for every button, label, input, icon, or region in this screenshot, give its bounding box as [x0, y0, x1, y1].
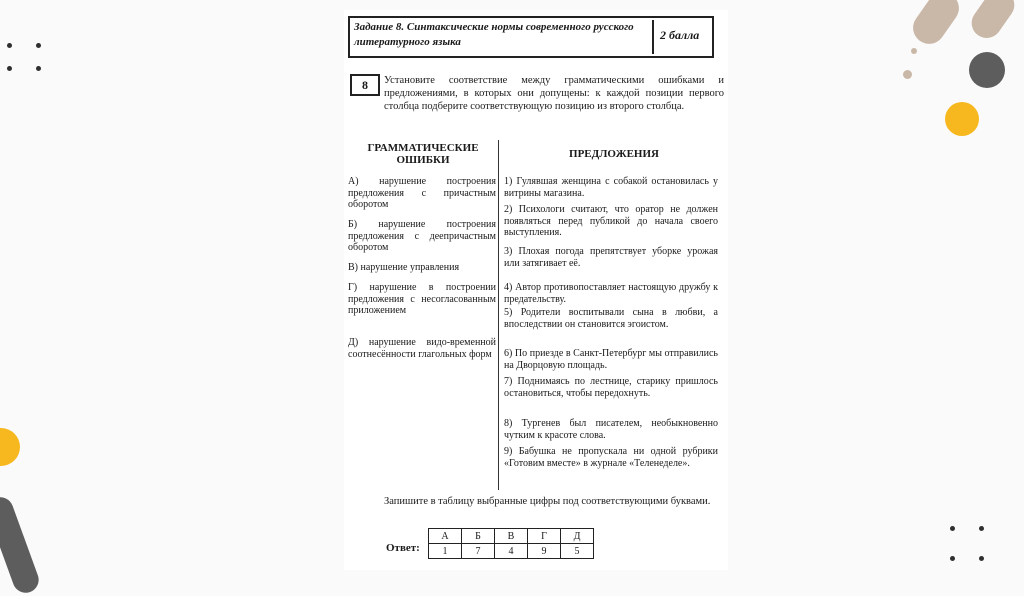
- decor-shape-tan: [966, 0, 1020, 44]
- task-points: 2 балла: [660, 28, 700, 42]
- decor-dot: [979, 556, 984, 561]
- answer-letter: Г: [528, 529, 561, 544]
- decor-shape-grey: [0, 494, 42, 596]
- decor-dot: [950, 556, 955, 561]
- answer-digit: 9: [528, 544, 561, 559]
- answer-digit: 7: [462, 544, 495, 559]
- answer-letter: Д: [561, 529, 594, 544]
- answer-letter: В: [495, 529, 528, 544]
- error-item: Б) нарушение построения предложения с деепричастным оборотом: [348, 219, 496, 253]
- task-number: 8: [350, 74, 380, 96]
- column-divider: [498, 140, 499, 490]
- answer-letter: А: [429, 529, 462, 544]
- header-divider: [652, 20, 654, 54]
- error-item: Д) нарушение видо-временной соотнесённости глагольных форм: [348, 337, 496, 360]
- answer-table: [428, 528, 594, 559]
- sentence-item: 2) Психологи считают, что оратор не должен появляться перед публикой до начала своего выступления.: [504, 204, 718, 238]
- decor-circle-yellow: [945, 102, 979, 136]
- decor-circle-grey: [969, 52, 1005, 88]
- task-header: [348, 16, 714, 58]
- answer-digits-row: [429, 544, 594, 559]
- sentence-item: 8) Тургенев был писателем, необыкновенно чутким к красоте слова.: [504, 418, 718, 441]
- column-header-errors: ГРАММАТИЧЕСКИЕ ОШИБКИ: [367, 142, 479, 166]
- decor-dot: [36, 43, 41, 48]
- decor-dot: [979, 526, 984, 531]
- document-sheet: [344, 10, 728, 570]
- answer-letter: Б: [462, 529, 495, 544]
- decor-circle-tan: [903, 70, 912, 79]
- sentence-item: 1) Гулявшая женщина с собакой остановилась у витрины магазина.: [504, 176, 718, 199]
- sentence-item: 9) Бабушка не пропускала ни одной рубрики «Готовим вместе» в журнале «Теленеделе».: [504, 446, 718, 469]
- answer-digit: 4: [495, 544, 528, 559]
- sentence-item: 5) Родители воспитывали сына в любви, а впоследствии он становится эгоистом.: [504, 307, 718, 330]
- decor-dot: [950, 526, 955, 531]
- decor-dot: [36, 66, 41, 71]
- sentence-item: 4) Автор противопоставляет настоящую дружбу к предательству.: [504, 282, 718, 305]
- answer-instruction: Запишите в таблицу выбранные цифры под соответствующими буквами.: [384, 496, 711, 507]
- error-item: В) нарушение управления: [348, 262, 460, 273]
- decor-circle-yellow: [0, 428, 20, 466]
- task-title: Задание 8. Синтаксические нормы современного русского литературного языка: [354, 21, 634, 48]
- decor-circle-tan: [911, 48, 917, 54]
- decor-dot: [7, 43, 12, 48]
- answer-digit: 5: [561, 544, 594, 559]
- sentence-item: 6) По приезде в Санкт-Петербург мы отправились на Дворцовую площадь.: [504, 348, 718, 371]
- answer-letters-row: [429, 529, 594, 544]
- task-text: Установите соответствие между грамматическими ошибками и предложениями, в которых они допущены: к каждой позиции первого столбца подберите соответствующую позицию из второго столбца.: [384, 75, 724, 112]
- sentence-item: 7) Поднимаясь по лестнице, старику пришлось остановиться, чтобы передохнуть.: [504, 376, 718, 399]
- decor-shape-tan: [907, 0, 965, 50]
- answer-label: Ответ:: [386, 542, 420, 554]
- error-item: Г) нарушение в построении предложения с несогласованным приложением: [348, 282, 496, 316]
- sentence-item: 3) Плохая погода препятствует уборке урожая или затягивает её.: [504, 246, 718, 269]
- error-item: А) нарушение построения предложения с причастным оборотом: [348, 176, 496, 210]
- column-header-sentences: ПРЕДЛОЖЕНИЯ: [569, 148, 659, 160]
- answer-digit: 1: [429, 544, 462, 559]
- decor-dot: [7, 66, 12, 71]
